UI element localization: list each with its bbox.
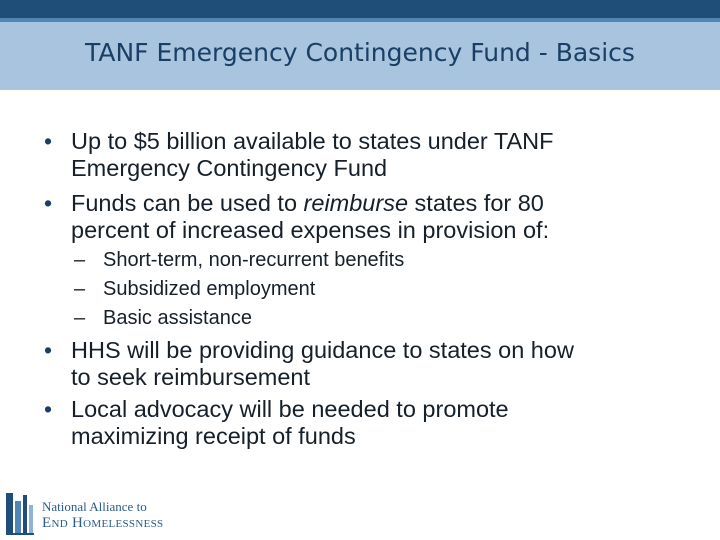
bullet-text-emphasis: reimburse [303,190,409,216]
bullet-line: Up to $5 billion available to states under TANF [71,128,554,154]
bullet-text [71,396,691,450]
bullet-text [71,337,691,391]
sub-bullet-marker: – [74,249,86,271]
bullet-text-pre: Funds can be used to [71,190,304,216]
logo-text-line1: National Alliance to [42,499,147,514]
bullet-marker: • [44,190,53,216]
bullet-line [71,190,691,217]
slide-title: TANF Emergency Contingency Fund - Basics [85,38,635,67]
logo-text-line2: End Homelessness [42,515,164,531]
sub-bullet-item: Basic assistance [103,307,252,329]
organization-logo [6,491,186,537]
bullet-marker: • [44,396,53,422]
bullet-marker: • [44,337,53,363]
bullet-marker: • [44,128,53,154]
bullet-line: to seek reimbursement [71,364,311,390]
bullet-line: maximizing receipt of funds [71,423,356,449]
bullet-text-post: states for 80 [408,190,544,216]
logo-mark-icon [6,491,34,537]
bullet-line: Local advocacy will be needed to promote [71,396,509,422]
bullet-line: percent of increased expenses in provision of: [71,217,550,243]
sub-bullet-marker: – [74,278,86,300]
sub-bullet-item: Short-term, non-recurrent benefits [103,249,405,271]
sub-bullet-item: Subsidized employment [103,278,316,300]
bullet-line: HHS will be providing guidance to states on how [71,337,574,363]
bullet-text [71,190,691,244]
bullet-line: Emergency Contingency Fund [71,155,388,181]
bullet-text [71,128,691,182]
sub-bullet-marker: – [74,307,86,329]
